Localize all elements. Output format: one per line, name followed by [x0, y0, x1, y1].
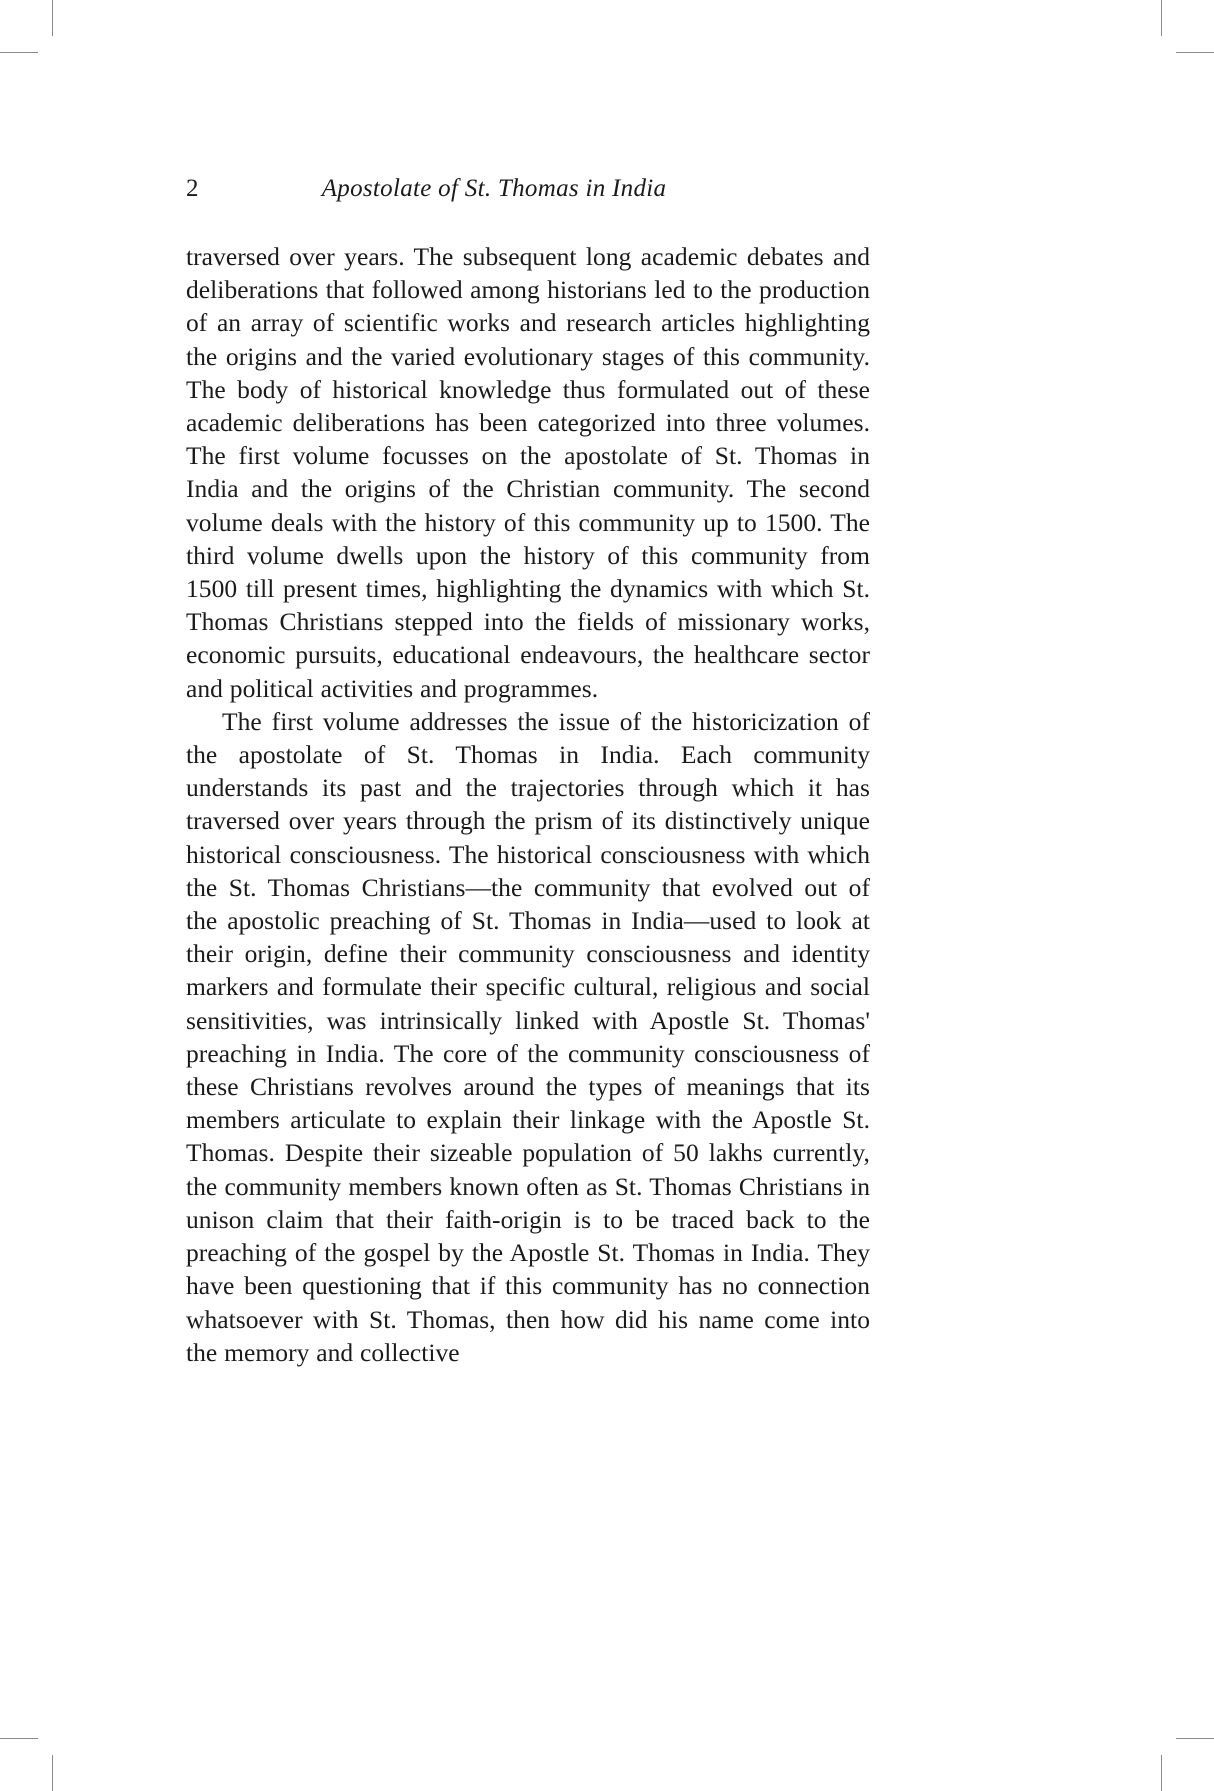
running-head: [186, 176, 870, 214]
running-title: Apostolate of St. Thomas in India: [321, 175, 667, 202]
crop-mark-bottom-left-vertical: [52, 1755, 53, 1791]
crop-mark-bottom-right-vertical: [1161, 1755, 1162, 1791]
crop-mark-bottom-right-horizontal: [1176, 1738, 1214, 1739]
crop-mark-top-left-vertical: [52, 0, 53, 36]
paragraph: The first volume addresses the issue of the historicization of the apostolate of St. Thomas in India. Each community understands its past and the trajectories through which it has traversed over years through the prism of its distinctively unique historical consciousness. The historical consciousness with which the St. Thomas Christians—the community that evolved out of the apostolic preaching of St. Thomas in India—used to look at their origin, define their community consciousness and identity markers and formulate their specific cultural, religious and social sensitivities, was intrinsically linked with Apostle St. Thomas' preaching in India. The core of the community consciousness of these Christians revolves around the types of meanings that its members articulate to explain their linkage with the Apostle St. Thomas. Despite their sizeable population of 50 lakhs currently, the community members known often as St. Thomas Christians in unison claim that their faith-origin is to be traced back to the preaching of the gospel by the Apostle St. Thomas in India. They have been questioning that if this community has no connection whatsoever with St. Thomas, then how did his name come into the memory and collective: [186, 706, 870, 1367]
paragraph: traversed over years. The subsequent long academic debates and deliberations that followed among historians led to the production of an array of scientific works and research articles highlighting the origins and the varied evolutionary stages of this community. The body of historical knowledge thus formulated out of these academic deliberations has been categorized into three volumes. The first volume focusses on the apostolate of St. Thomas in India and the origins of the Christian community. The second volume deals with the history of this community up to 1500. The third volume dwells upon the history of this community from 1500 till present times, highlighting the dynamics with which St. Thomas Christians stepped into the fields of missionary works, economic pursuits, educational endeavours, the healthcare sector and political activities and programmes.: [186, 242, 870, 703]
page-content: [186, 176, 870, 1369]
body-text: [186, 240, 870, 1369]
crop-mark-top-left-horizontal: [0, 52, 38, 53]
page-number: 2: [186, 175, 199, 202]
crop-mark-top-right-vertical: [1161, 0, 1162, 36]
crop-mark-bottom-left-horizontal: [0, 1738, 38, 1739]
crop-mark-top-right-horizontal: [1176, 52, 1214, 53]
